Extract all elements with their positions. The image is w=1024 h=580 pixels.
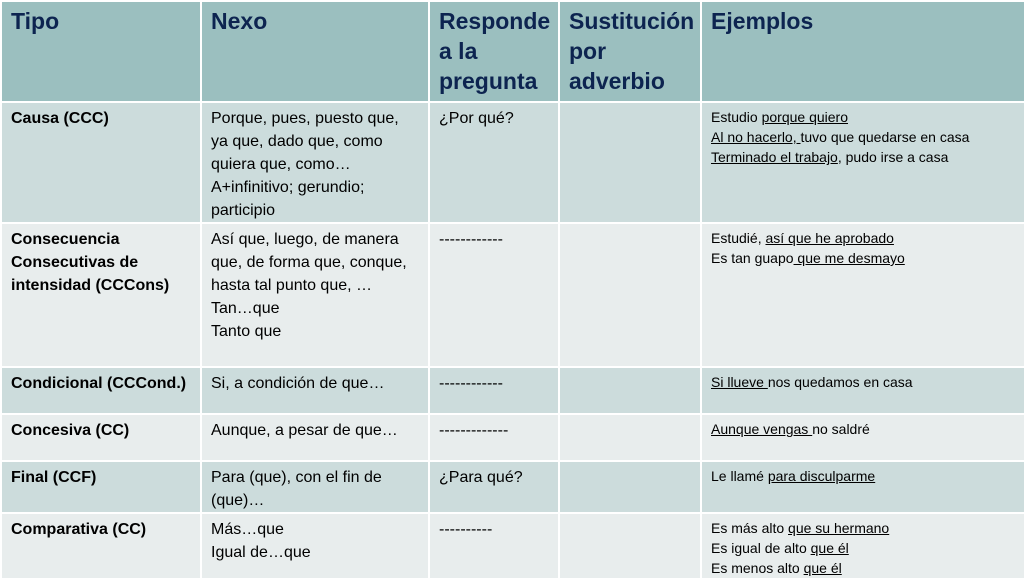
example-underlined-text: Terminado el trabajo bbox=[711, 149, 838, 165]
tipo-line: Condicional (CCCond.) bbox=[11, 375, 187, 392]
cell-ejemplos bbox=[701, 223, 1024, 367]
cell-tipo bbox=[1, 223, 201, 367]
example-line bbox=[711, 518, 1015, 538]
tipo-line: Final (CCF) bbox=[11, 469, 97, 486]
cell-pregunta: ------------- bbox=[429, 414, 559, 461]
example-text: Es menos alto bbox=[711, 560, 804, 576]
table-row bbox=[1, 367, 1024, 414]
example-text: Es igual de alto bbox=[711, 540, 811, 556]
example-text: no saldré bbox=[812, 421, 870, 437]
nexo-line: Tanto que bbox=[211, 323, 282, 340]
example-line bbox=[711, 372, 1015, 392]
example-text: Es más alto bbox=[711, 520, 789, 536]
example-line bbox=[711, 228, 1015, 248]
cell-tipo bbox=[1, 461, 201, 513]
tipo-line: Consecuencia bbox=[11, 231, 120, 248]
example-text: , pudo irse a casa bbox=[837, 149, 949, 165]
example-line bbox=[711, 558, 1015, 578]
cell-tipo bbox=[1, 367, 201, 414]
cell-nexo bbox=[201, 414, 429, 461]
header-nexo: Nexo bbox=[201, 1, 429, 102]
header-pregunta: Responde a la pregunta bbox=[429, 1, 559, 102]
example-text: nos quedamos en casa bbox=[767, 374, 913, 390]
example-line bbox=[711, 248, 1015, 268]
example-underlined-text: para disculparme bbox=[767, 468, 876, 484]
example-underlined-text: que me desmayo bbox=[793, 250, 905, 266]
nexo-line: Tan…que bbox=[211, 300, 280, 317]
example-text: Es tan guapo bbox=[711, 250, 794, 266]
cell-adverbio bbox=[559, 461, 701, 513]
example-underlined-text: así que he aprobado bbox=[765, 230, 894, 246]
nexo-line: Para (que), con el fin de (que)… bbox=[211, 469, 382, 509]
cell-nexo bbox=[201, 513, 429, 579]
cell-ejemplos bbox=[701, 367, 1024, 414]
cell-adverbio bbox=[559, 367, 701, 414]
nexo-line: Así que, luego, de manera que, de forma que, conque, hasta tal punto que, … bbox=[211, 231, 407, 294]
cell-nexo bbox=[201, 461, 429, 513]
header-ejemplos: Ejemplos bbox=[701, 1, 1024, 102]
example-text: Estudio bbox=[711, 109, 762, 125]
example-underlined-text: Al no hacerlo, bbox=[711, 129, 801, 145]
cell-ejemplos bbox=[701, 513, 1024, 579]
cell-pregunta: ¿Para qué? bbox=[429, 461, 559, 513]
cell-nexo bbox=[201, 223, 429, 367]
header-adverbio: Sustitución por adverbio bbox=[559, 1, 701, 102]
example-underlined-text: porque quiero bbox=[761, 109, 848, 125]
nexo-line: Porque, pues, puesto que, ya que, dado que, como quiera que, como… A+infinitivo; gerundio; participio bbox=[211, 110, 399, 219]
cell-tipo bbox=[1, 102, 201, 223]
cell-adverbio bbox=[559, 414, 701, 461]
cell-pregunta: ---------- bbox=[429, 513, 559, 579]
header-row bbox=[1, 1, 1024, 102]
nexo-line: Igual de…que bbox=[211, 544, 311, 561]
tipo-line: Causa (CCC) bbox=[11, 110, 109, 127]
cell-ejemplos bbox=[701, 461, 1024, 513]
tipo-line: Concesiva (CC) bbox=[11, 422, 130, 439]
cell-adverbio bbox=[559, 513, 701, 579]
example-text: tuvo que quedarse en casa bbox=[800, 129, 970, 145]
cell-pregunta: ------------ bbox=[429, 367, 559, 414]
cell-pregunta: ------------ bbox=[429, 223, 559, 367]
cell-ejemplos bbox=[701, 414, 1024, 461]
cell-tipo bbox=[1, 414, 201, 461]
example-line bbox=[711, 419, 1015, 439]
example-underlined-text: que él bbox=[803, 560, 842, 576]
nexo-line: Aunque, a pesar de que… bbox=[211, 422, 398, 439]
cell-adverbio bbox=[559, 223, 701, 367]
table-row bbox=[1, 414, 1024, 461]
cell-ejemplos bbox=[701, 102, 1024, 223]
cell-pregunta: ¿Por qué? bbox=[429, 102, 559, 223]
cell-nexo bbox=[201, 367, 429, 414]
tipo-line: Comparativa (CC) bbox=[11, 521, 147, 538]
table-body bbox=[1, 102, 1024, 579]
nexo-line: Más…que bbox=[211, 521, 284, 538]
example-line bbox=[711, 127, 1015, 147]
cell-nexo bbox=[201, 102, 429, 223]
example-text: Le llamé bbox=[711, 468, 768, 484]
header-tipo: Tipo bbox=[1, 1, 201, 102]
tipo-line: Consecutivas de intensidad (CCCons) bbox=[11, 254, 170, 294]
table-row bbox=[1, 102, 1024, 223]
example-text: Estudié, bbox=[711, 230, 766, 246]
example-line bbox=[711, 538, 1015, 558]
example-underlined-text: Aunque vengas bbox=[711, 421, 813, 437]
example-line bbox=[711, 147, 1015, 167]
cell-adverbio bbox=[559, 102, 701, 223]
example-underlined-text: que su hermano bbox=[788, 520, 890, 536]
cell-tipo bbox=[1, 513, 201, 579]
example-underlined-text: que él bbox=[810, 540, 849, 556]
example-line bbox=[711, 466, 1015, 486]
table-row bbox=[1, 513, 1024, 579]
table-row bbox=[1, 461, 1024, 513]
example-line bbox=[711, 107, 1015, 127]
nexo-line: Si, a condición de que… bbox=[211, 375, 385, 392]
example-underlined-text: Si llueve bbox=[711, 374, 768, 390]
table-row bbox=[1, 223, 1024, 367]
